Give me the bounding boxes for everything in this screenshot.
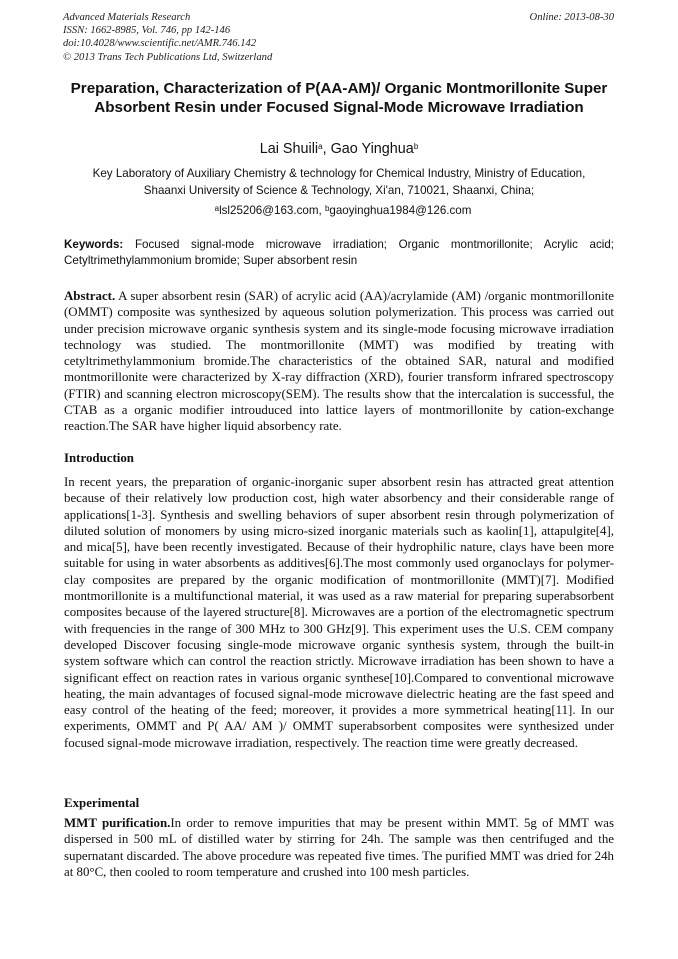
keywords-label: Keywords: bbox=[64, 238, 124, 251]
affiliation-line: Shaanxi University of Science & Technology, Xi'an, 710021, Shaanxi, China; bbox=[143, 184, 535, 197]
email-list bbox=[64, 203, 614, 219]
email-separator: , bbox=[318, 204, 325, 217]
online-date: Online: 2013-08-30 bbox=[529, 12, 614, 23]
affiliation-line: Key Laboratory of Auxiliary Chemistry & technology for Chemical Industry, Ministry of Education, bbox=[92, 167, 586, 180]
mmt-purification-text: In order to remove impurities that may be present within MMT. 5g of MMT was dispersed in 500 mL of distilled water by stirring for 24h. The sample was then centrifuged and the supernatant discarded. The above procedure was repeated five times. The purified MMT was dried for 24h at 80°C, then cooled to room temperature and crushed into 100 mesh particles. bbox=[64, 816, 614, 879]
copyright-line: © 2013 Trans Tech Publications Ltd, Switzerland bbox=[63, 51, 273, 63]
email-mark: a bbox=[214, 204, 220, 213]
section-heading-introduction: Introduction bbox=[64, 451, 134, 465]
journal-header bbox=[63, 11, 272, 64]
introduction-paragraph: In recent years, the preparation of organic-inorganic super absorbent resin has attracted great attention because of their relatively low production cost, high water absorbency and their considerable range of applications[1-3]. Synthesis and swelling behaviors of super absorbent resin through polymerization of diluted solution of monomers by using micro-sized inorganic materials such as kaolin[1], attapulgite[4], and mica[5], have been recently investigated. Because of their hydrophilic nature, clays have been more suitable for using in water absorbents as additives[6].The most commonly used organoclays for polymer-clay composites are prepared by the organic modification of montmorillonite (MMT)[7]. Modified montmorillonite is a multifunctional material, it was used as a raw material for preparing superabsorbent composites because of the layered structure[8]. Microwaves are a portion of the electromagnetic spectrum with frequencies in the range of 300 MHz to 300 GHz[9]. This experiment uses the U.S. CEM company developed Discover focusing single-mode microwave organic synthesis system, through the built-in system software which can control the reaction strictly. Microwave irradiation has been shown to have a significant effect on reaction rates in various organic synthese[10].Compared to conventional microwave heating, the main advantages of focused signal-mode microwave dielectric heating are the fast speed and easy control of the heating of the feed; moreover, it provides a more symmetrical heating[11]. In our experiments, OMMT and P( AA/ AM )/ OMMT superabsorbent composites were synthesized under focused signal-mode microwave irradiation, respectively. The reaction time were greatly decreased. bbox=[64, 475, 614, 750]
doi-line: doi:10.4028/www.scientific.net/AMR.746.142 bbox=[63, 38, 257, 50]
keywords bbox=[64, 237, 614, 269]
email-mark: b bbox=[324, 204, 330, 213]
author-name: Gao Yinghua bbox=[330, 141, 414, 157]
author-affil-mark: a bbox=[318, 142, 323, 151]
author-separator: , bbox=[322, 141, 331, 157]
mmt-purification-subheading: MMT purification. bbox=[64, 816, 171, 830]
email-address[interactable]: lsl25206@163.com bbox=[219, 204, 319, 217]
section-heading-experimental: Experimental bbox=[64, 796, 140, 810]
issn-line: ISSN: 1662-8985, Vol. 746, pp 142-146 bbox=[63, 25, 231, 37]
author-affil-mark: b bbox=[413, 142, 419, 151]
keywords-text: Focused signal-mode microwave irradiation; Organic montmorillonite; Acrylic acid; Cetyltrimethylammonium bromide; Super absorbent resin bbox=[64, 238, 614, 268]
abstract-label: Abstract. bbox=[64, 289, 116, 303]
author-name: Lai Shuili bbox=[259, 141, 319, 157]
affiliation bbox=[58, 165, 620, 199]
paper-title: Preparation, Characterization of P(AA-AM)/ Organic Montmorillonite Super Absorbent Resin under Focused Signal-Mode Microwave Irradiation bbox=[70, 80, 608, 117]
email-address[interactable]: gaoyinghua1984@126.com bbox=[329, 204, 472, 217]
mmt-purification-paragraph bbox=[64, 815, 614, 880]
journal-name: Advanced Materials Research bbox=[63, 12, 191, 23]
author-list bbox=[64, 140, 614, 158]
abstract-text: A super absorbent resin (SAR) of acrylic acid (AA)/acrylamide (AM) /organic montmorillonite (OMMT) composite was synthesized by aqueous solution polymerization. This process was carried out under precision microwave organic synthesis system and its single-mode focusing microwave irradiation technology was studied. The montmorillonite (MMT) was modified by treating with cetyltrimethylammonium bromide.The characteristics of the obtained SAR, natural and modified montmorillonite were characterized by X-ray diffraction (XRD), fourier transform infrared spectroscopy (FTIR) and scanning electron microscopy(SEM). The results show that the intercalation is successful, the CTAB as a organic modifier introuduced into lattice layers of montmorillonite by cation-exchange reaction.The SAR have higher liquid absorbency rate. bbox=[64, 289, 614, 434]
abstract bbox=[64, 288, 614, 435]
